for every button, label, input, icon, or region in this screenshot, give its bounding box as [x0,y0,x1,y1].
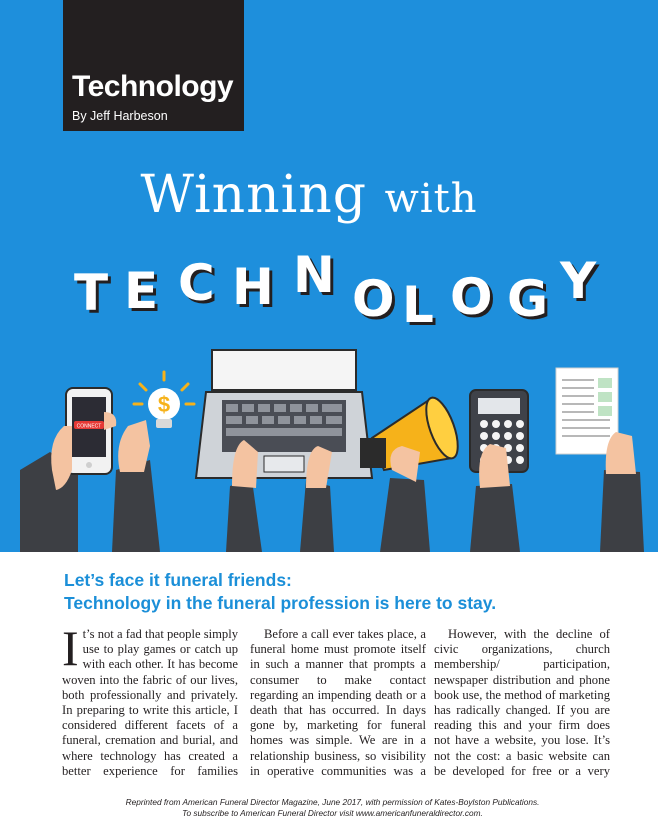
laptop-icon [196,350,372,552]
headline-letter: O [450,268,493,326]
headline-letter: C [178,254,215,312]
section-tag [63,0,244,131]
article-column-1 [62,627,238,779]
drop-cap: I [62,627,79,676]
smartphone-icon [20,388,116,552]
headline-letter: Y [560,252,597,310]
megaphone-icon [360,394,464,552]
column-3-text: However, with the decline of civic organizations, church membership/ participation, newspaper distribution and phone book use, the method of marketing has radically changed. If you are reading this and your firm does not have a website, you lose. It’s not the cost: a basic website can be developed for free or a very [434,627,610,778]
reprint-credit: Reprinted from American Funeral Director Magazine, June 2017, with permission of Kates-Boylston Publications. [125,797,540,807]
headline-technology [0,240,658,334]
document-icon [556,368,644,552]
technology-illustration [0,340,658,552]
subheading-line1: Let’s face it funeral friends: [64,570,292,590]
column-2-text: Before a call ever takes place, a funeral home must promote itself in such a manner that prompts a consumer to make contact regarding an impending death or a death that has occurred. In days gone by, marketing for funeral homes was simple. We are in a relationship business, so visibility in operative communities was a [250,627,426,778]
headline-letter: O [352,270,395,328]
headline-winning: Winning [140,165,368,225]
headline-letter: H [232,258,274,316]
article-column-3 [434,627,610,779]
headline-line1 [0,165,638,225]
subscribe-note: To subscribe to American Funeral Director visit www.americanfuneraldirector.com. [182,808,483,818]
section-title: Technology [72,70,234,103]
headline-letter: T [74,264,109,322]
hero-edge [658,0,665,552]
svg-text:$: $ [157,392,171,417]
headline-letter: E [124,262,159,320]
lightbulb-icon [112,372,194,552]
headline-with: with [384,176,478,222]
calculator-icon [470,390,528,552]
headline-letter: N [293,246,335,304]
connect-button-label: CONNECT [76,423,102,430]
subheading-line2: Technology in the funeral profession is here to stay. [64,593,497,613]
headline-letter: G [507,270,549,328]
article-column-2 [250,627,426,779]
author-byline: By Jeff Harbeson [72,109,168,123]
column-1-text: t’s not a fad that people simply use to play games or catch up with each other. It has become woven into the fabric of our lives, both professionally and privately. In preparing to write this article, I considered different facets of a funeral, cremation and burial, and where technology has created a better experience for families [62,627,238,778]
headline-letter: L [402,276,434,334]
